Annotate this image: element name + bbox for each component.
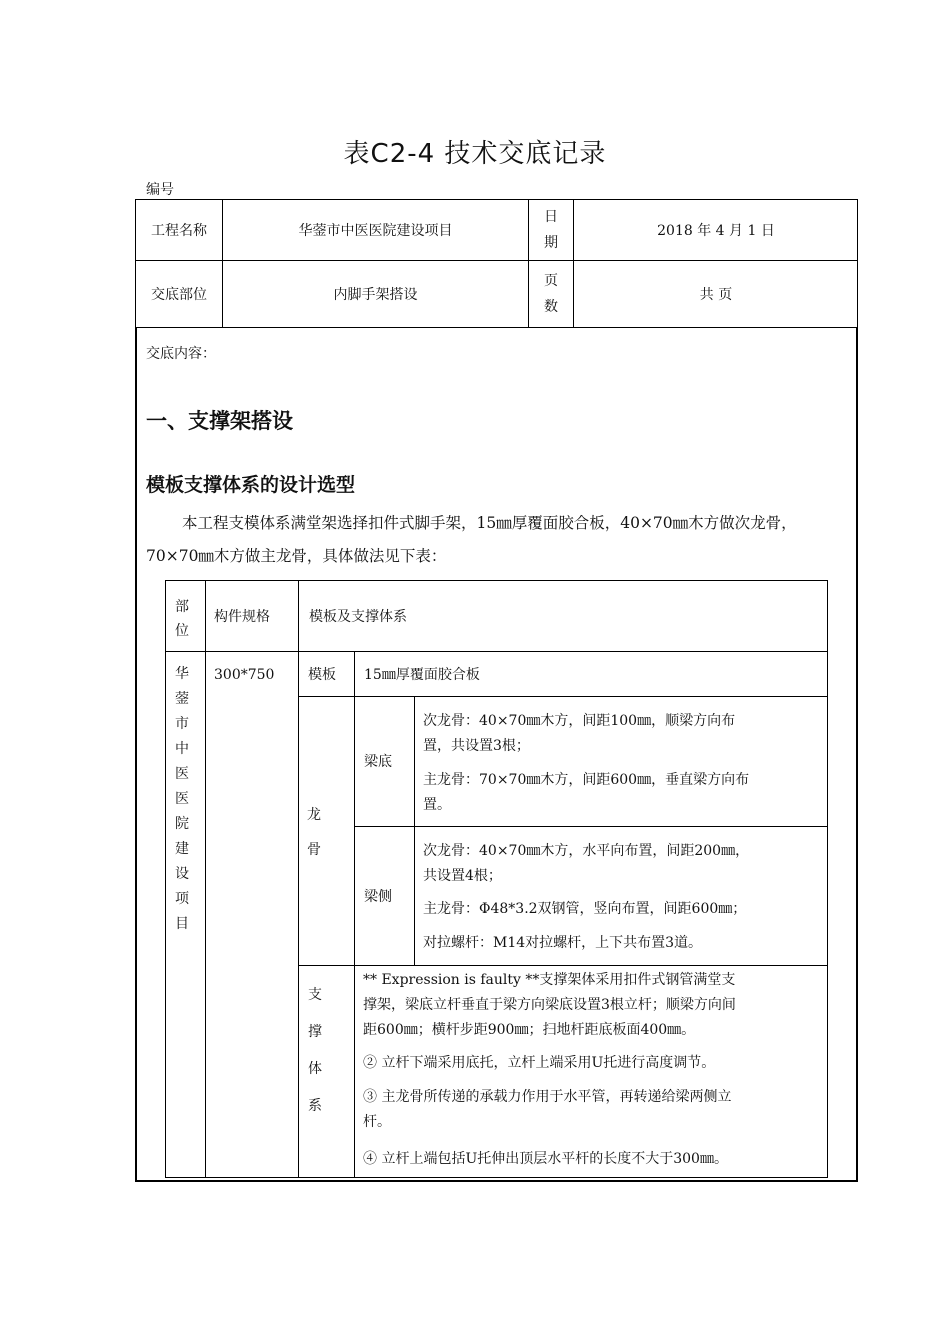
- support-line: ④ 立杆上端包括U托伸出顶层水平杆的长度不大于300㎜。: [363, 1151, 728, 1167]
- beam-side-line: 对拉螺杆：M14对拉螺杆，上下共布置3道。: [423, 935, 703, 951]
- document-title: 表C2-4 技术交底记录: [343, 139, 607, 169]
- beam-side-label: 梁侧: [364, 889, 392, 905]
- location-char: 设: [175, 866, 189, 882]
- content-intro-label: 交底内容：: [146, 346, 216, 362]
- location-char: 中: [175, 741, 189, 757]
- location-column: [175, 662, 195, 937]
- beam-bottom-line: 主龙骨：70×70㎜木方，间距600㎜，垂直梁方向布: [423, 772, 750, 788]
- pages-label: [529, 265, 573, 323]
- beam-bottom-line: 次龙骨：40×70㎜木方，间距100㎜，顺梁方向布: [423, 713, 736, 729]
- formwork-value: 15㎜厚覆面胶合板: [364, 667, 480, 683]
- pages-label-line2: 数: [544, 299, 558, 315]
- head-location-2: 位: [175, 623, 189, 639]
- support-line: ② 立杆下端采用底托，立杆上端采用U托进行高度调节。: [363, 1055, 716, 1071]
- date-label-line1: 日: [544, 209, 558, 225]
- project-name-label: 工程名称: [151, 223, 207, 239]
- location-char: 蓥: [175, 691, 189, 707]
- location-char: 建: [175, 841, 189, 857]
- location-char: 项: [175, 891, 189, 907]
- beam-bottom-line: 置。: [423, 797, 451, 813]
- support-label-char: 支: [308, 987, 322, 1003]
- support-line: 杆。: [363, 1114, 391, 1130]
- support-line: ③ 主龙骨所传递的承载力作用于水平管，再转递给梁两侧立: [363, 1089, 732, 1105]
- date-label-line2: 期: [544, 235, 558, 251]
- location-char: 医: [175, 766, 189, 782]
- head-system: 模板及支撑体系: [309, 609, 407, 625]
- date-label: [529, 204, 573, 256]
- support-line: 距600㎜；横杆步距900㎜；扫地杆距底板面400㎜。: [363, 1022, 696, 1038]
- support-label-char: 系: [308, 1098, 322, 1114]
- support-label-char: 体: [308, 1061, 322, 1077]
- location-char: 市: [175, 716, 189, 732]
- support-line: ** Expression is faulty **支撑架体采用扣件式钢管满堂支: [363, 972, 736, 988]
- beam-side-line: 主龙骨：Φ48*3.2双钢管，竖向布置，间距600㎜；: [423, 901, 747, 917]
- pages-label-line1: 页: [544, 273, 558, 289]
- location-char: 华: [175, 666, 189, 682]
- section-heading: 一、支撑架搭设: [146, 409, 293, 433]
- beam-bottom-label: 梁底: [364, 754, 392, 770]
- header-table: [135, 199, 858, 328]
- code-label: 编号: [146, 182, 174, 198]
- beam-side-line: 次龙骨：40×70㎜木方，水平向布置，间距200㎜，: [423, 843, 750, 859]
- pages-value: 共 页: [699, 287, 733, 303]
- support-line: 撑架，梁底立杆垂直于梁方向梁底设置3根立杆；顺梁方向间: [363, 997, 736, 1013]
- support-label: [308, 977, 322, 1125]
- keel-label-1: 龙: [307, 807, 321, 823]
- keel-label-2: 骨: [307, 842, 321, 858]
- project-name-value: 华蓥市中医医院建设项目: [298, 223, 453, 239]
- date-value: 2018 年 4 月 1 日: [657, 223, 775, 239]
- head-location-1: 部: [175, 599, 189, 615]
- support-label-char: 撑: [308, 1024, 322, 1040]
- handover-part-value: 内脚手架搭设: [333, 287, 418, 303]
- formwork-label: 模板: [308, 667, 336, 683]
- location-char: 院: [175, 816, 189, 832]
- location-char: 医: [175, 791, 189, 807]
- subsection-heading: 模板支撑体系的设计选型: [146, 474, 356, 496]
- head-spec: 构件规格: [214, 609, 270, 625]
- location-char: 目: [175, 916, 189, 932]
- design-paragraph: 本工程支模体系满堂架选择扣件式脚手架，15㎜厚覆面胶合板，40×70㎜木方做次龙骨，70×70㎜木方做主龙骨，具体做法见下表：: [146, 514, 797, 565]
- spec-value: 300*750: [214, 667, 275, 683]
- handover-part-label: 交底部位: [151, 287, 207, 303]
- beam-side-line: 共设置4根；: [423, 868, 502, 884]
- beam-bottom-line: 置，共设置3根；: [423, 738, 530, 754]
